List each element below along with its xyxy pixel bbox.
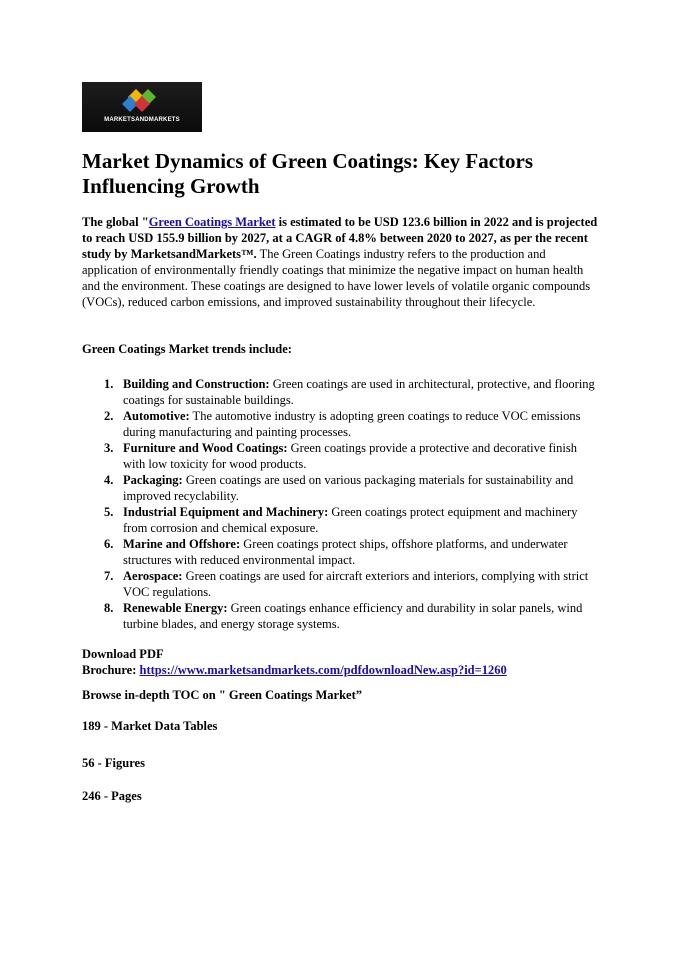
trend-title: Marine and Offshore: <box>123 537 241 551</box>
trends-heading: Green Coatings Market trends include: <box>82 342 292 356</box>
toc-heading: Browse in-depth TOC on " Green Coatings Market” <box>82 688 362 702</box>
logo-diamonds-icon <box>82 82 202 132</box>
green-coatings-market-link[interactable]: Green Coatings Market <box>148 215 276 229</box>
trend-text: The automotive industry is adopting green coatings to reduce VOC emissions during manufacturing and painting processes. <box>123 409 581 439</box>
trend-item <box>82 600 602 632</box>
trends-list <box>82 376 602 632</box>
marketsandmarkets-logo <box>82 82 202 132</box>
trend-title: Industrial Equipment and Machinery: <box>123 505 329 519</box>
trend-item <box>82 568 602 600</box>
trend-title: Automotive: <box>123 409 190 423</box>
trend-item <box>82 440 602 472</box>
trend-title: Building and Construction: <box>123 377 270 391</box>
intro-bold-text: is estimated to be USD 123.6 billion in 2022 and is projected to reach USD 155.9 billion by 2027, at a CAGR of 4.8% between 2020 to 2027, as per the recent study by MarketsandMarkets™. <box>82 215 598 261</box>
stat-market-data-tables: 189 - Market Data Tables <box>82 719 218 733</box>
trend-item <box>82 504 602 536</box>
trend-item <box>82 408 602 440</box>
brochure-label: Brochure: <box>82 663 140 677</box>
intro-regular-text: The Green Coatings industry refers to the production and application of environmentally friendly coatings that minimize the negative impact on human health and the environment. These coatings are designed to have lower levels of volatile organic compounds (VOCs), reduced carbon emissions, and improved sustainability throughout their lifecycle. <box>82 247 591 309</box>
trend-number: 3. <box>104 441 114 455</box>
trend-text: Green coatings are used in architectural, protective, and flooring coatings for sustainable buildings. <box>123 377 595 407</box>
intro-prefix: The global " <box>82 215 149 229</box>
trend-number: 8. <box>104 601 114 615</box>
trend-item <box>82 536 602 568</box>
download-brochure <box>82 646 602 678</box>
trend-text: Green coatings are used on various packaging materials for sustainability and improved recyclability. <box>123 473 574 503</box>
brochure-download-link[interactable]: https://www.marketsandmarkets.com/pdfdownloadNew.asp?id=1260 <box>139 663 507 677</box>
trend-title: Furniture and Wood Coatings: <box>123 441 288 455</box>
logo-text: MARKETSANDMARKETS <box>104 117 180 123</box>
stat-figures: 56 - Figures <box>82 756 145 770</box>
trend-text: Green coatings are used for aircraft exteriors and interiors, complying with strict VOC regulations. <box>123 569 589 599</box>
page-title: Market Dynamics of Green Coatings: Key Factors Influencing Growth <box>82 149 534 198</box>
trend-number: 4. <box>104 473 114 487</box>
trend-text: Green coatings protect ships, offshore platforms, and underwater structures with reduced environmental impact. <box>123 537 568 567</box>
trend-number: 5. <box>104 505 114 519</box>
trend-text: Green coatings protect equipment and machinery from corrosion and chemical exposure. <box>123 505 578 535</box>
trend-text: Green coatings enhance efficiency and durability in solar panels, wind turbine blades, and energy storage systems. <box>123 601 583 631</box>
trend-number: 1. <box>104 377 114 391</box>
download-pdf-label: Download PDF <box>82 647 164 661</box>
stat-pages: 246 - Pages <box>82 789 142 803</box>
trend-title: Packaging: <box>123 473 183 487</box>
intro-paragraph <box>82 214 602 310</box>
trend-text: Green coatings provide a protective and decorative finish with low toxicity for wood products. <box>123 441 577 471</box>
trend-item <box>82 472 602 504</box>
trend-title: Aerospace: <box>123 569 183 583</box>
trend-number: 6. <box>104 537 114 551</box>
trend-number: 2. <box>104 409 114 423</box>
trend-item <box>82 376 602 408</box>
trend-number: 7. <box>104 569 114 583</box>
trend-title: Renewable Energy: <box>123 601 228 615</box>
